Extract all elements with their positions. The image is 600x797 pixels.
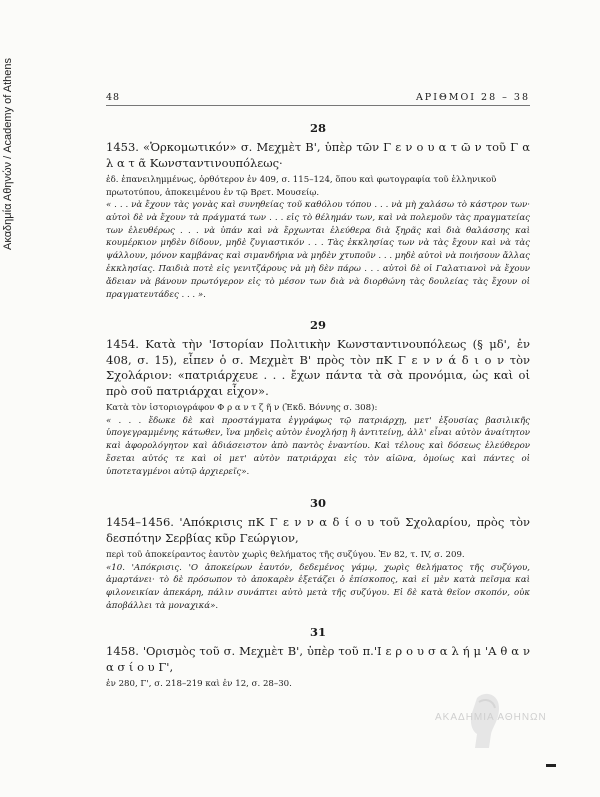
source-note: ἐν 280, Γ', σ. 218–219 καὶ ἐν 12, σ. 28–30. xyxy=(106,679,292,689)
section-number: 29 xyxy=(309,318,326,332)
entry-text: 1454. Κατὰ τὴν 'Ιστορίαν Πολιτικὴν Κωνσταντινουπόλεως (§ μδ', ἐν 408, σ. 15), εἶπεν ὁ σ. Μεχμὲτ Β' πρὸς τὸν πΚ Γ ε ν ν ά δ ι ο ν τὸν Σχολάριον: «πατριάρχευε . . . ἔχων πάντα τὰ σὰ προνόμια, ὡς καὶ οἱ πρὸ σοῦ πατριάρχαι εἶχον». xyxy=(106,337,530,398)
quotation: « . . . ἔδωκε δὲ καὶ προστάγματα ἐγγράφως τῷ πατριάρχῃ, μετ' ἐξουσίας βασιλικῆς ὑπογεγραμμένης κάτωθεν, ἵνα μηδεὶς αὐτὸν ἐνοχλήσῃ ἢ ἀντιτείνῃ, ἀλλ' εἶναι αὐτὸν ἀναίτητον καὶ ἀφορολόγητον καὶ ἀδιάσειστον ἀπὸ παντὸς ἐναντίου. Καὶ τέλους καὶ δόσεως ἐλεύθερον ἔσεται αὐτός τε καὶ οἱ μετ' αὐτὸν πατριάρχαι εἰς τὸν αἰῶνα, ὁμοίως καὶ πάντες οἱ ὑποτεταγμένοι αὐτῷ ἀρχιερεῖς». xyxy=(106,415,530,477)
source-note: περὶ τοῦ ἀποκείραντος ἑαυτὸν χωρὶς θελήματος τῆς συζύγου. Ἐν 82, τ. IV, σ. 209. xyxy=(106,550,465,560)
section-number: 30 xyxy=(309,496,326,510)
quotation: «10. 'Απόκρισις. 'Ο ἀποκείρων ἑαυτόν, δεδεμένος γάμῳ, χωρὶς θελήματος τῆς συζύγου, ἁμαρτάνει· τὸ δὲ πρόσωπον τὸ ἀποκαρὲν ἐξετάζει ὁ ἐπίσκοπος, καὶ εἰ μὲν κατὰ πεῖσμα καὶ φιλονεικίαν ἀπεκάρη, πάλιν συνάπτει αὐτὸ μετὰ τῆς συζύγου. Εἰ δὲ κατὰ θεῖον σκοπόν, οὐκ ἀποβάλλει τὰ μοναχικά». xyxy=(106,562,530,611)
page-number: 48 xyxy=(106,92,121,103)
section-number: 31 xyxy=(309,625,326,639)
quotation: « . . . νὰ ἔχουν τὰς γονὰς καὶ συνηθείας τοῦ καθόλου τόπου . . . νὰ μὴ χαλάσω τὸ κάστρον των· αὐτοὶ δὲ νὰ ἔχουν τὰ πράγματά των . . . εἰς τὸ θέλημάν των, καὶ νὰ πολεμοῦν τὰς πραγματείας των ἐλευθέρως . . . νὰ ὑπάν καὶ νὰ ἔρχωνται ἐλεύθερα διὰ ξηρᾶς καὶ διὰ θαλάσσης καὶ κουμέρκιον μηδὲν δίδουν, μηδὲ ζυγιαστικόν . . . Τὰς ἐκκλησίας των νὰ τὰς ἔχουν καὶ νὰ τὰς ψάλλουν, μόνον καμβάνας καὶ σιμανδήρια νὰ μηδὲν χτυποῦν . . . μηδὲ αὐτοὶ νὰ ποιήσουν ἄλλας ἐκκλησίας. Παιδιὰ ποτὲ εἰς γενιτζάρους νὰ μὴ δὲν πάρω . . . αὐτοὶ δὲ οἱ Γαλατιανοὶ νὰ ἔχουν ἄδειαν νὰ βάνουν πρωτόγερον εἰς τὸ μέσον των διὰ νὰ διορθώνη τὰς δουλείας τὰς ἔχουν οἱ πραγματευτάδες . . . ». xyxy=(106,200,530,300)
section-30 xyxy=(106,497,530,613)
source-note: ἐδ. ἐπανειλημμένως, ὀρθότερον ἐν 409, σ. 115–124, ὅπου καὶ φωτογραφία τοῦ ἑλληνικοῦ πρωτοτύπου, ἀποκειμένου ἐν τῷ Βρετ. Μουσείῳ. xyxy=(106,175,497,198)
source-note: Κατὰ τὸν ἱστοριογράφον Φ ρ α ν τ ζ ῆ ν (Ἐκδ. Βόννης σ. 308): xyxy=(106,403,378,413)
section-28 xyxy=(106,122,530,301)
side-archive-label: Ακαδημία Αθηνών / Academy of Athens xyxy=(2,57,14,250)
section-29 xyxy=(106,319,530,478)
page-header xyxy=(106,92,530,106)
academy-watermark xyxy=(435,690,575,750)
entry-text: 1453. «Ὁρκομωτικόν» σ. Μεχμὲτ Β', ὑπὲρ τῶν Γ ε ν ο υ α τ ῶ ν τοῦ Γ α λ α τ ᾶ Κωνσταντινουπόλεως· xyxy=(106,140,530,170)
scan-mark xyxy=(546,764,556,767)
entry-text: 1458. 'Ορισμὸς τοῦ σ. Μεχμὲτ Β', ὑπὲρ τοῦ π.'Ι ε ρ ο υ σ α λ ή μ 'Α θ α ν α σ ί ο υ Γ', xyxy=(106,644,530,674)
document-page xyxy=(106,92,530,106)
watermark-text: ΑΚΑΔΗΜΙΑ ΑΘΗΝΩΝ xyxy=(435,712,547,723)
running-title: ΑΡΙΘΜΟΙ 28 – 38 xyxy=(415,92,530,103)
entry-text: 1454–1456. 'Απόκρισις πΚ Γ ε ν ν α δ ί ο υ τοῦ Σχολαρίου, πρὸς τὸν δεσπότην Σερβίας κῦρ Γεώργιον, xyxy=(106,515,530,545)
section-31 xyxy=(106,626,530,691)
section-number: 28 xyxy=(309,121,326,135)
